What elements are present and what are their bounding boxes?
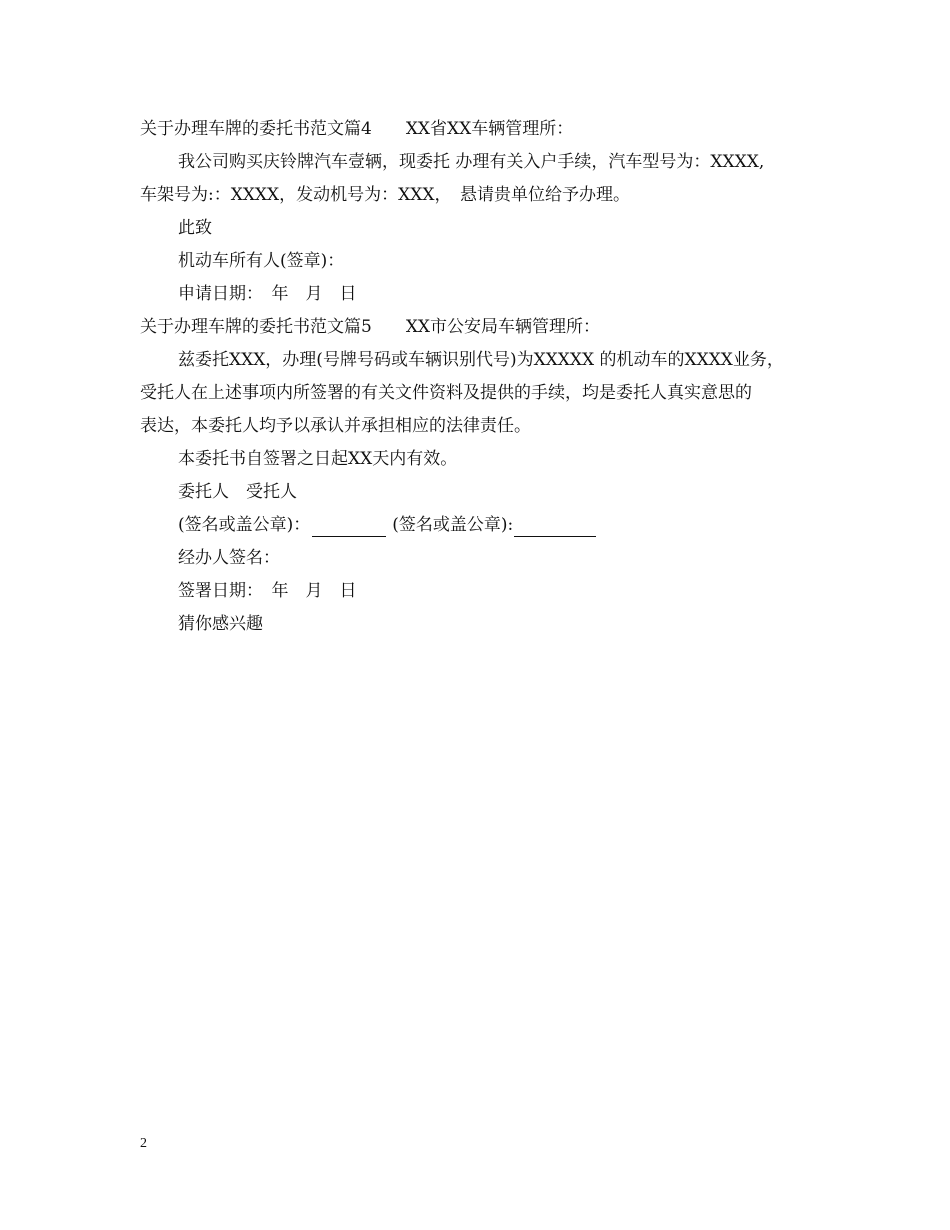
signature-row	[140, 514, 840, 537]
page-number: 2	[140, 1136, 147, 1151]
signature-label-agent: (签名或盖公章):	[392, 515, 514, 535]
signature-blank-principal	[312, 518, 386, 537]
application-date-line: 申请日期： 年 月 日	[178, 284, 357, 304]
document-body	[140, 118, 840, 646]
signing-date-line: 签署日期： 年 月 日	[178, 581, 357, 601]
paragraph-line: 我公司购买庆铃牌汽车壹辆，现委托 办理有关入户手续，汽车型号为：XXXX,	[178, 152, 765, 172]
related-link-heading: 猜你感兴趣	[178, 614, 263, 634]
signature-blank-agent	[514, 518, 596, 537]
paragraph-line: 兹委托XXX，办理(号牌号码或车辆识别代号)为XXXXX 的机动车的XXXX业务，	[178, 350, 784, 370]
heading-entry-4: 关于办理车牌的委托书范文篇4 XX省XX车辆管理所：	[140, 119, 574, 139]
validity-line: 本委托书自签署之日起XX天内有效。	[178, 449, 458, 469]
paragraph-line: 受托人在上述事项内所签署的有关文件资料及提供的手续，均是委托人真实意思的	[140, 383, 752, 403]
closing-line: 此致	[178, 218, 212, 238]
owner-signature-line: 机动车所有人(签章)：	[178, 251, 345, 271]
paragraph-line: 车架号为:：XXXX，发动机号为：XXX， 悬请贵单位给予办理。	[140, 185, 630, 205]
paragraph-line: 表达，本委托人均予以承认并承担相应的法律责任。	[140, 416, 531, 436]
handler-signature-line: 经办人签名：	[178, 548, 280, 568]
heading-entry-5: 关于办理车牌的委托书范文篇5 XX市公安局车辆管理所：	[140, 317, 601, 337]
parties-line: 委托人 受托人	[178, 482, 297, 502]
signature-label-principal: (签名或盖公章)：	[178, 515, 311, 535]
